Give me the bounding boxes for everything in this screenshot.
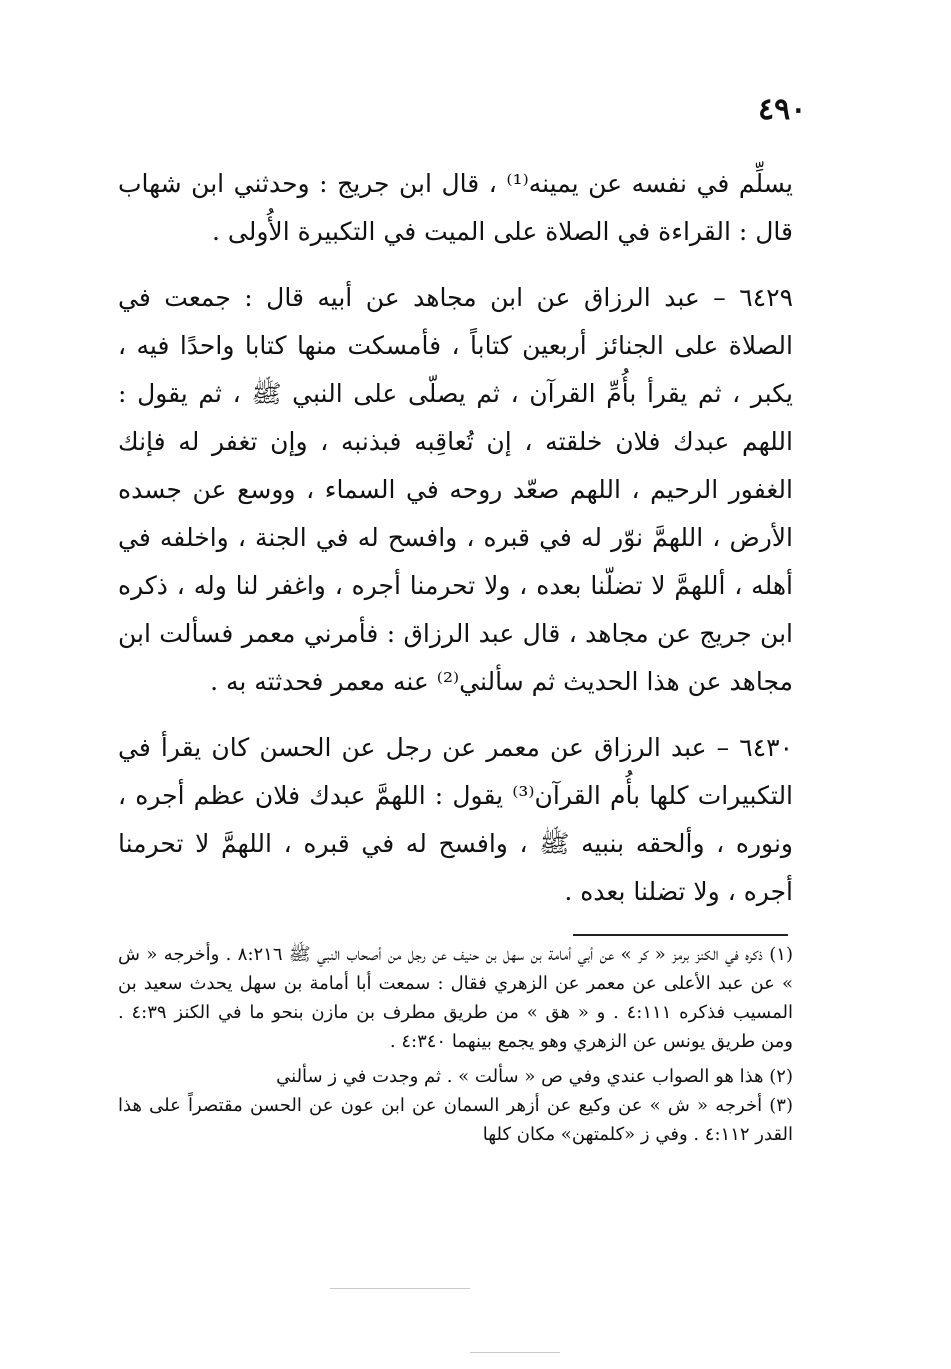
- footnotes: [118, 940, 793, 1155]
- hadith-6429: ٦٤٢٩ – عبد الرزاق عن ابن مجاهد عن أبيه قال : جمعت في الصلاة على الجنائز أربعين كتاباً ، فأمسكت منها كتابا واحدًا فيه ، يكبر ، ثم يقرأ بأُمِّ القرآن ، ثم يصلّى على النبي ﷺ ، ثم يقول : اللهم عبدك فلان خلقته ، إن تُعاقِبه فبذنبه ، وإن تغفر له فإنك الغفور الرحيم ، اللهم صعّد روحه في السماء ، ووسع عن جسده الأرض ، اللهمَّ نوّر له في قبره ، وافسح له في الجنة ، واخلفه في أهله ، أللهمَّ لا تضلّنا بعده ، ولا تحرمنا أجره ، واغفر لنا وله ، ذكره ابن جريج عن مجاهد ، قال عبد الرزاق : فأمرني معمر فسألت ابن مجاهد عن هذا الحديث ثم سألني⁽²⁾ عنه معمر فحدثته به .: [118, 283, 793, 696]
- page-number: ٤٩٠: [758, 92, 807, 127]
- scan-speck: [330, 1288, 470, 1289]
- footnote-1: (١) ذكره في الكنز برمز « كر » عن أبي أمامة بن سهل بن حنيف عن رجل من أصحاب النبي ﷺ ٨:٢١٦ . وأخرجه « ش » عن عبد الأعلى عن معمر عن الزهري فقال : سمعت أبا أمامة بن سهل يحدث سعيد بن المسيب فذكره ٤:١١١ . و « هق » من طريق مطرف بن مازن بنحو ما في الكنز ٤:٣٩ . ومن طريق يونس عن الزهري وهو يجمع بينهما ٤:٣٤٠ .: [118, 944, 793, 1052]
- footnote-3: (٣) أخرجه « ش » عن وكيع عن أزهر السمان عن ابن عون عن الحسن مقتصراً على هذا القدر ٤:١١٢ . وفي ز «كلمتهن» مكان كلها: [118, 1095, 793, 1145]
- hadith-6430: ٦٤٣٠ – عبد الرزاق عن معمر عن رجل عن الحسن كان يقرأ في التكبيرات كلها بأُم القرآن⁽³⁾ يقول : اللهمَّ عبدك فلان عظم أجره ، ونوره ، وألحقه بنبيه ﷺ ، وافسح له في قبره ، اللهمَّ لا تحرمنا أجره ، ولا تضلنا بعده .: [118, 733, 794, 906]
- scan-speck: [470, 1352, 560, 1353]
- main-text: [118, 160, 793, 934]
- footnote-2: (٢) هذا هو الصواب عندي وفي ص « سألت » . ثم وجدت في ز سألني: [276, 1066, 793, 1087]
- intro-paragraph: يسلِّم في نفسه عن يمينه⁽¹⁾ ، قال ابن جريج : وحدثني ابن شهاب قال : القراءة في الصلاة على الميت في التكبيرة الأُولى .: [118, 169, 793, 246]
- footnote-divider: [573, 934, 788, 936]
